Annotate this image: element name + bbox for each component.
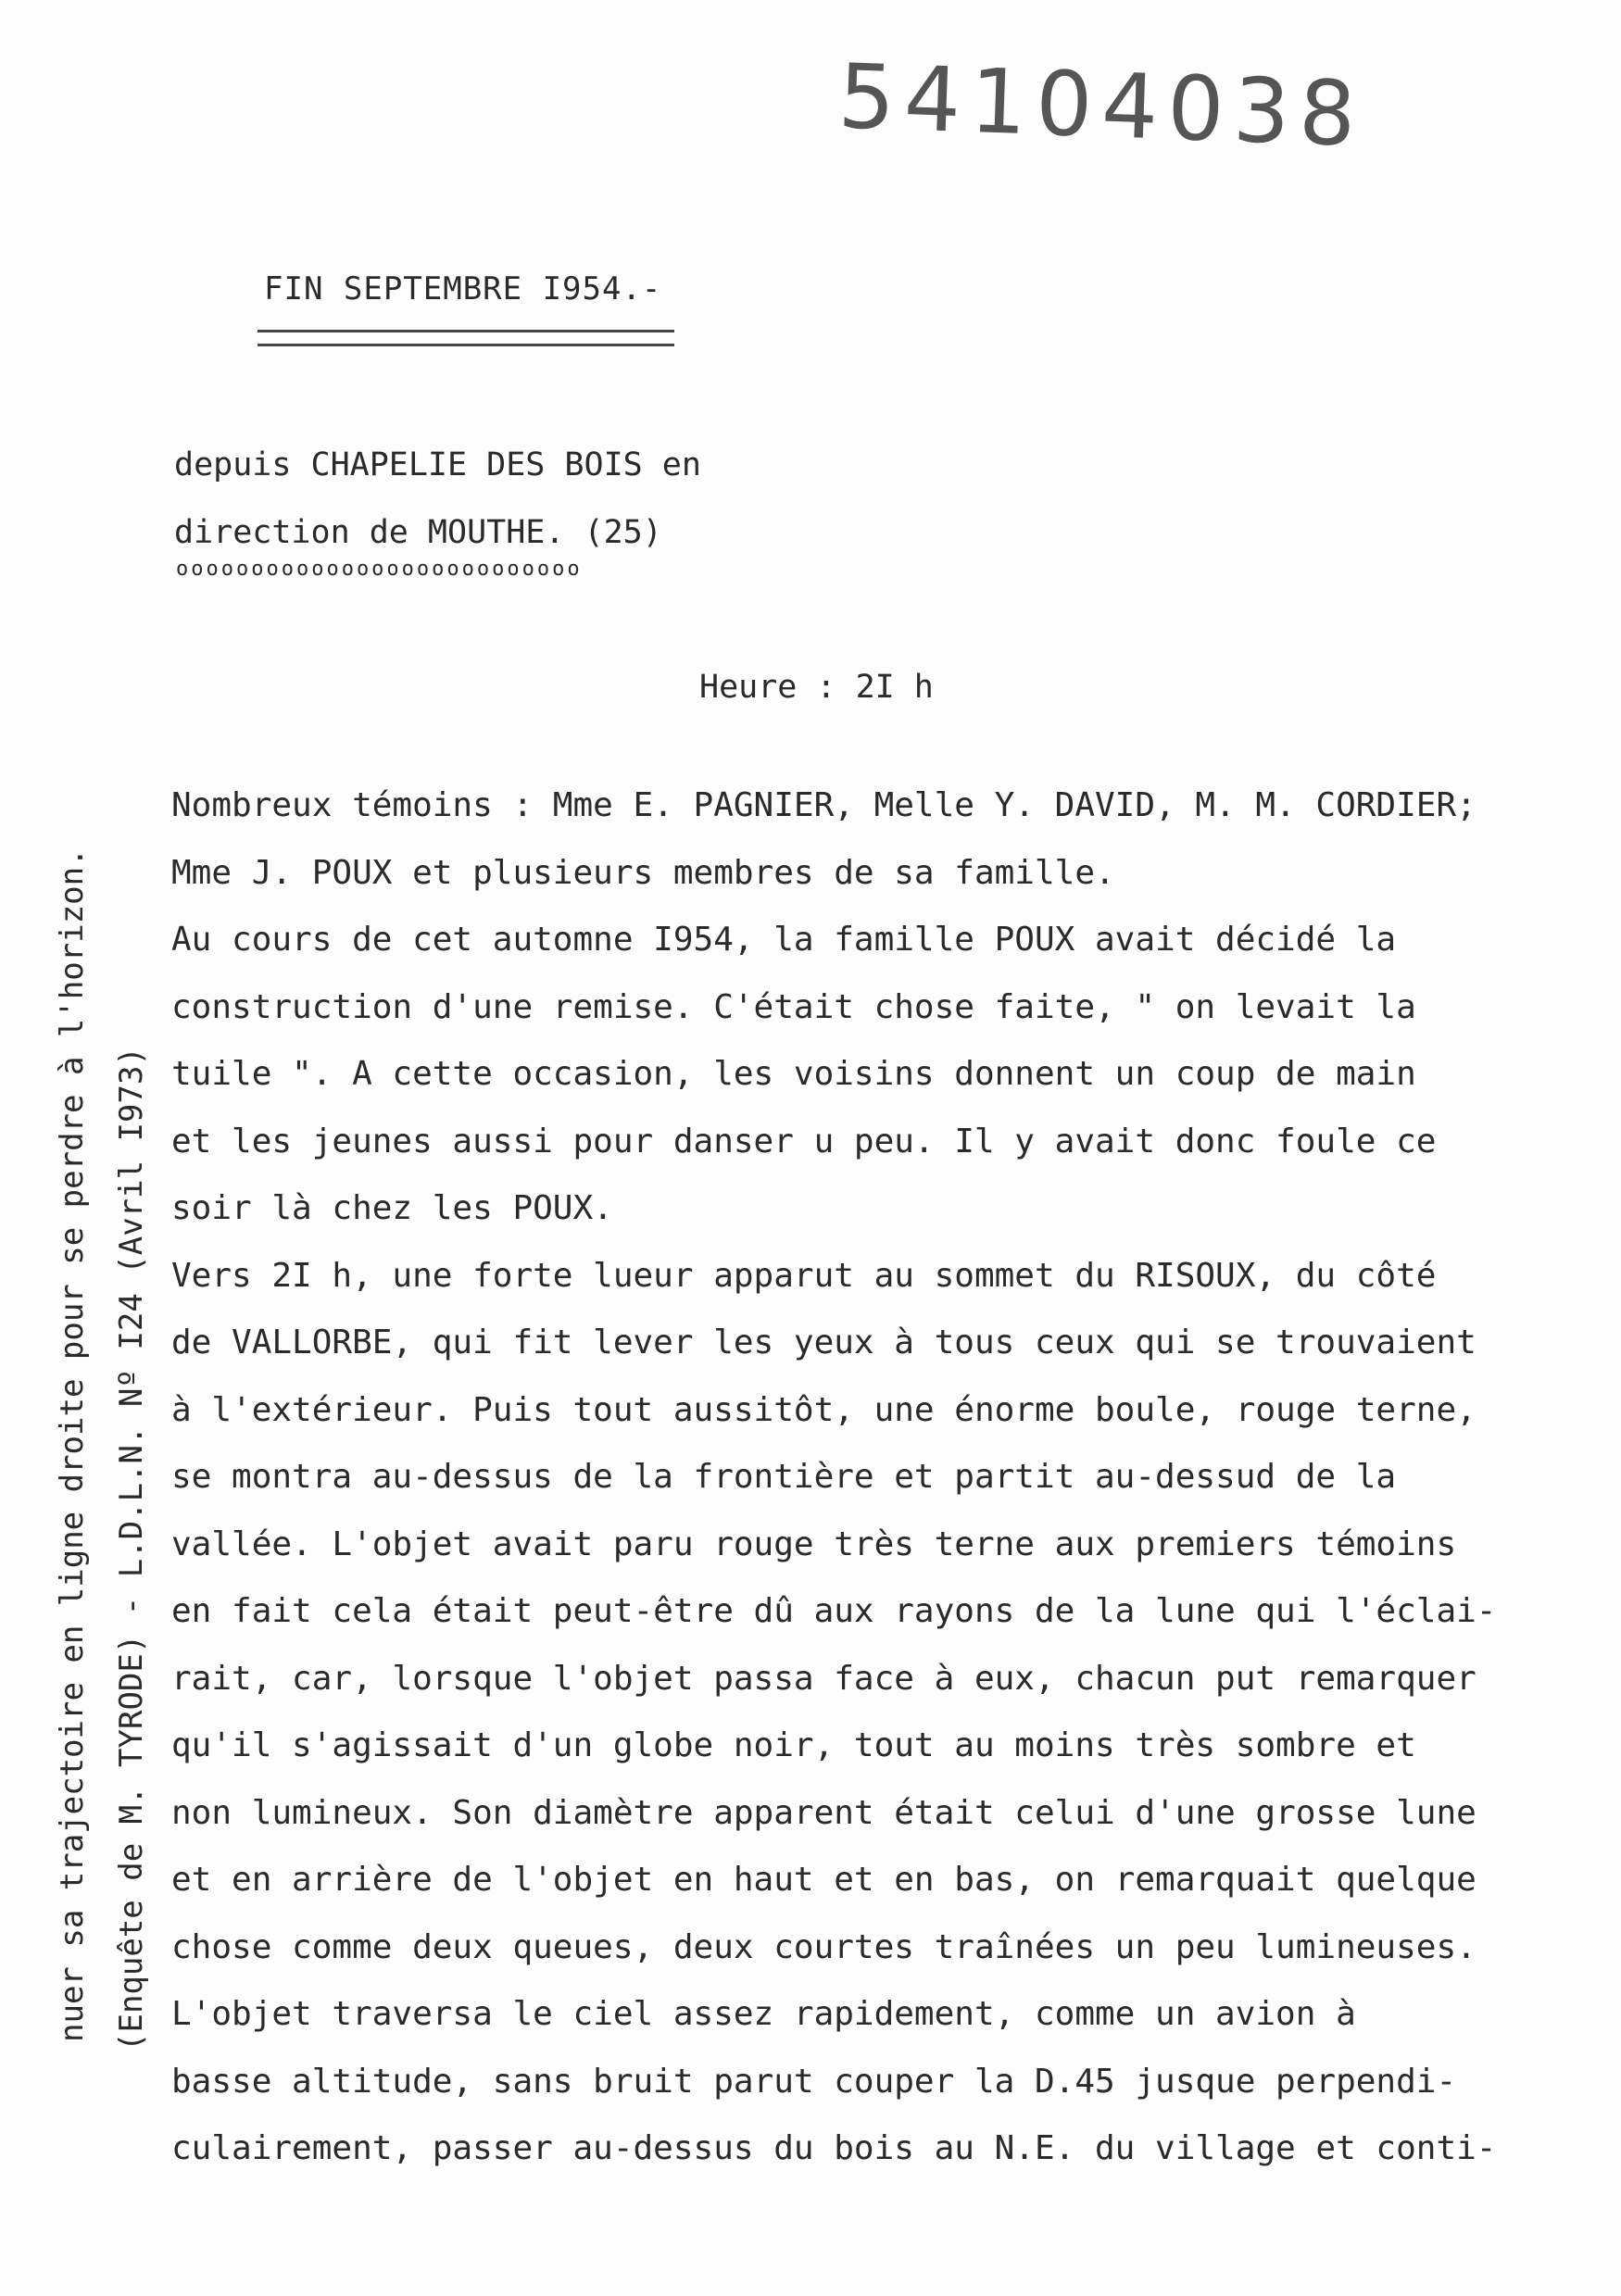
body-line: Mme J. POUX et plusieurs membres de sa famille.: [171, 853, 1115, 892]
body-line: basse altitude, sans bruit parut couper la D.45 jusque perpendi-: [171, 2062, 1457, 2101]
body-line: vallée. L'objet avait paru rouge très terne aux premiers témoins: [171, 1524, 1457, 1563]
body-line: construction d'une remise. C'était chose faite, " on levait la: [171, 987, 1416, 1026]
body-line: Nombreux témoins : Mme E. PAGNIER, Melle Y. DAVID, M. M. CORDIER;: [171, 786, 1476, 824]
location-line-2: direction de MOUTHE. (25): [174, 514, 662, 551]
body-text: [171, 772, 1598, 2183]
body-line: et les jeunes aussi pour danser u peu. Il y avait donc foule ce: [171, 1122, 1437, 1161]
margin-source-citation: (Enquête de M. TYRODE) - L.D.L.N. Nº I24 (Avril I973): [113, 1047, 150, 2051]
document-title: FIN SEPTEMBRE I954.-: [264, 270, 662, 307]
body-line: à l'extérieur. Puis tout aussitôt, une énorme boule, rouge terne,: [171, 1390, 1476, 1429]
separator-circles: ooooooooooooooooooooooooooo: [176, 558, 583, 581]
body-line: soir là chez les POUX.: [171, 1189, 613, 1227]
location-line-1: depuis CHAPELIE DES BOIS en: [174, 446, 701, 483]
body-line: Au cours de cet automne I954, la famille POUX avait décidé la: [171, 921, 1397, 959]
body-line: de VALLORBE, qui fit lever les yeux à tous ceux qui se trouvaient: [171, 1324, 1476, 1361]
body-line: et en arrière de l'objet en haut et en bas, on remarquait quelque: [171, 1861, 1476, 1899]
body-line: non lumineux. Son diamètre apparent était celui d'une grosse lune: [171, 1793, 1476, 1832]
body-line: qu'il s'agissait d'un globe noir, tout au moins très sombre et: [171, 1726, 1416, 1764]
time-heading: Heure : 2I h: [699, 669, 934, 706]
body-line: rait, car, lorsque l'objet passa face à eux, chacun put remarquer: [171, 1659, 1476, 1698]
title-underline: [258, 330, 674, 346]
body-line: chose comme deux queues, deux courtes traînées un peu lumineuses.: [171, 1927, 1476, 1966]
body-line: en fait cela était peut-être dû aux rayons de la lune qui l'éclai-: [171, 1592, 1497, 1630]
body-line: tuile ". A cette occasion, les voisins donnent un coup de main: [171, 1055, 1416, 1093]
body-line: culairement, passer au-dessus du bois au N.E. du village et conti-: [171, 2129, 1497, 2167]
body-line: Vers 2I h, une forte lueur apparut au sommet du RISOUX, du côté: [171, 1256, 1437, 1295]
body-line: L'objet traversa le ciel assez rapidement, comme un avion à: [171, 1995, 1356, 2033]
document-stamp-number: 54104038: [836, 44, 1367, 167]
body-line: se montra au-dessus de la frontière et partit au-dessud de la: [171, 1458, 1397, 1496]
margin-continuation-text: nuer sa trajectoire en ligne droite pour se perdre à l'horizon.: [54, 847, 91, 2042]
